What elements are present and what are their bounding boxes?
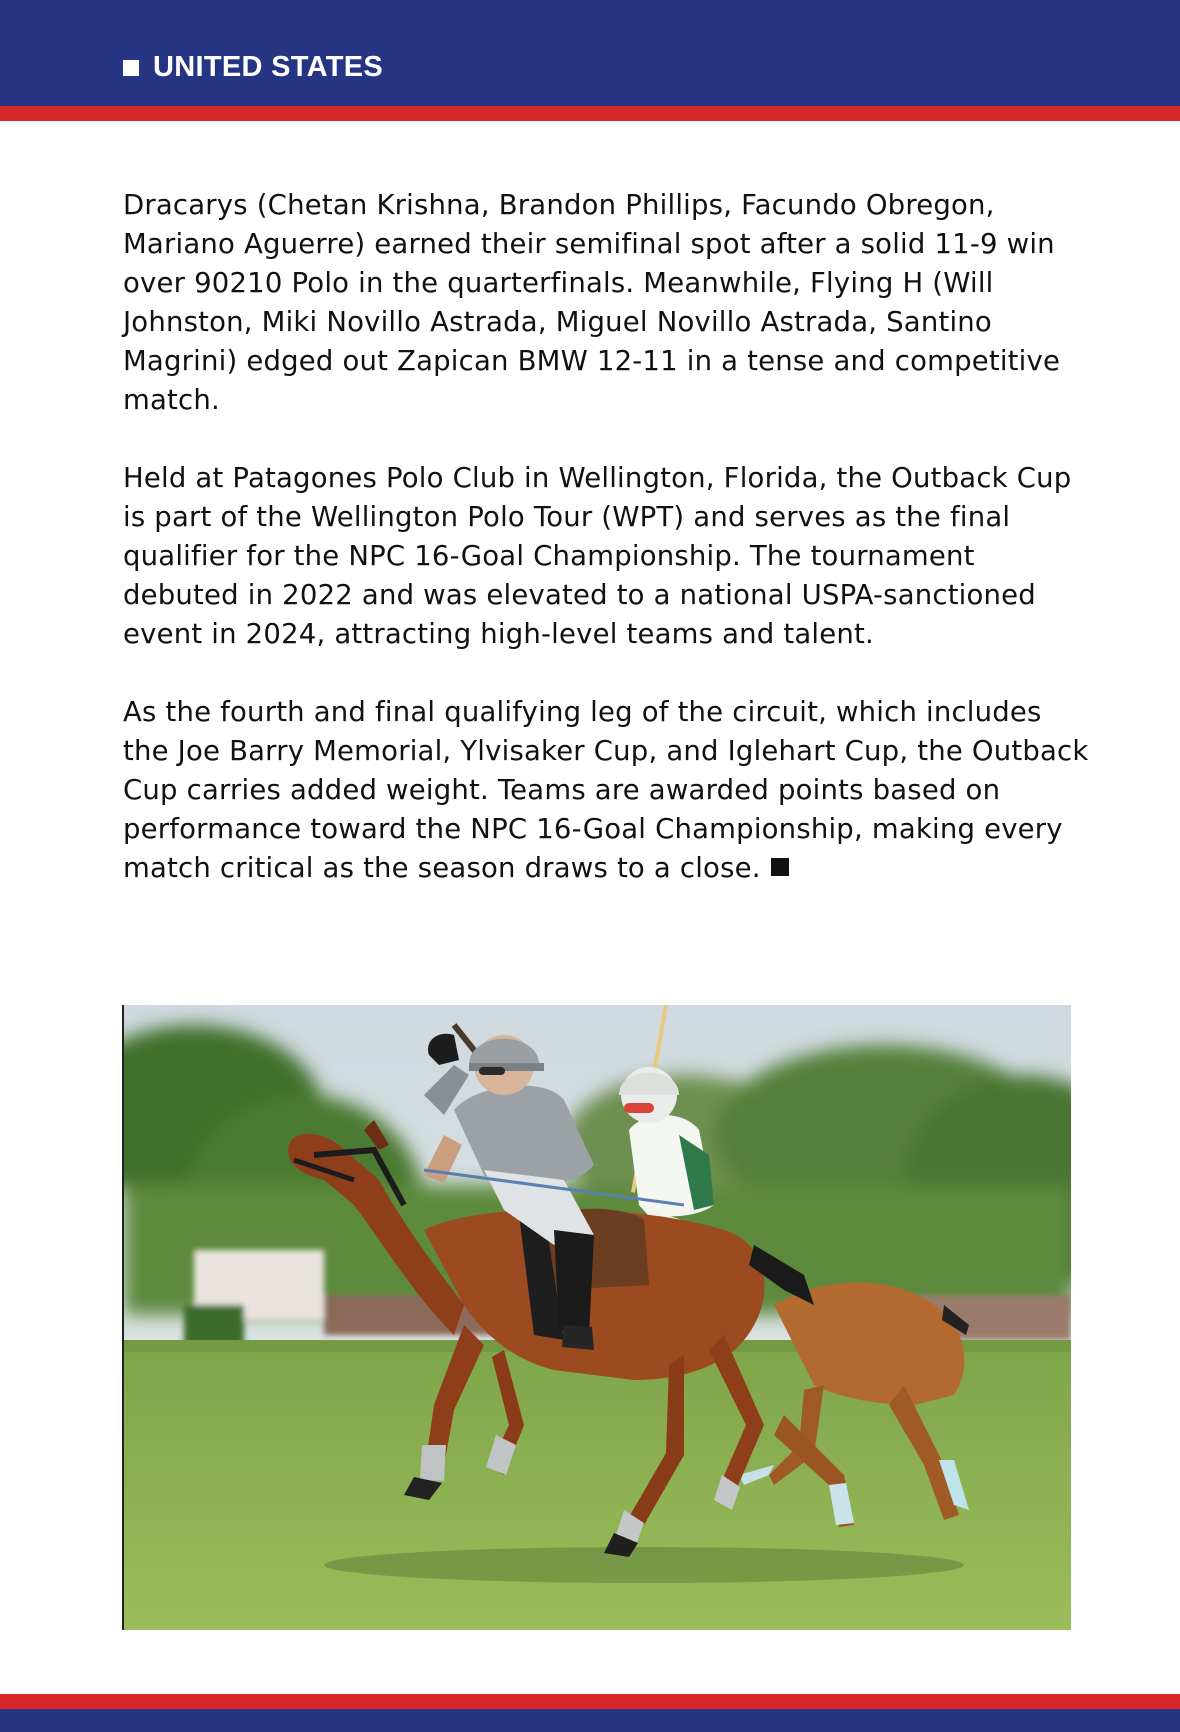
header-red-stripe (0, 106, 1180, 121)
paragraph-3-text: As the fourth and final qualifying leg of the circuit, which includes the Joe Barry Memorial, Ylvisaker Cup, and Iglehart Cup, the Outback Cup carries added weight. Teams are awarded points based on performance toward the NPC 16-Goal Championship, making every match critical as the season draws to a close. (123, 696, 1089, 884)
footer-red-stripe (0, 1694, 1180, 1709)
section-title: UNITED STATES (153, 51, 383, 83)
end-of-article-icon (771, 858, 789, 876)
polo-match-photo (122, 1005, 1071, 1630)
paragraph-3 (123, 693, 1093, 888)
paragraph-2: Held at Patagones Polo Club in Wellington, Florida, the Outback Cup is part of the Wellington Polo Tour (WPT) and serves as the final qualifier for the NPC 16-Goal Championship. The tournament debuted in 2022 and was elevated to a national USPA-sanctioned event in 2024, attracting high-level teams and talent. (123, 462, 1072, 650)
paragraph-1: Dracarys (Chetan Krishna, Brandon Phillips, Facundo Obregon, Mariano Aguerre) earned their semifinal spot after a solid 11-9 win over 90210 Polo in the quarterfinals. Meanwhile, Flying H (Will Johnston, Miki Novillo Astrada, Miguel Novillo Astrada, Santino Magrini) edged out Zapican BMW 12-11 in a tense and competitive match. (123, 189, 1061, 416)
square-bullet-icon (123, 60, 139, 76)
section-label (123, 51, 383, 84)
article-body (123, 186, 1093, 927)
footer-band (0, 1709, 1180, 1732)
